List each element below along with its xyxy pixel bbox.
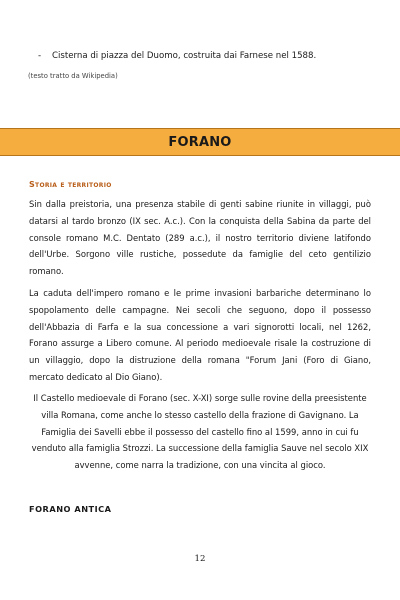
bullet-list-item (38, 50, 368, 62)
subheading: FORANO ANTICA (29, 504, 112, 514)
page-number: 12 (194, 554, 206, 564)
bullet-mark: - (38, 51, 42, 61)
section-banner (0, 128, 400, 156)
source-note: (testo tratto da Wikipedia) (28, 72, 118, 80)
paragraph: La caduta dell'impero romano e le prime invasioni barbariche determinano lo spopolamento delle campagne. Nei secoli che seguono, dopo il possesso dell'Abbazia di Farfa e la sua concessione a vari signorotti locali, nel 1262, Forano assurge a Libero comune. Al periodo medioevale risale la costruzione di un villaggio, dopo la distruzione della romana "Forum Jani (Foro di Giano, mercato dedicato al Dio Giano). (29, 288, 371, 382)
section-heading: Storia e territorio (29, 180, 112, 189)
banner-title: FORANO (168, 134, 232, 150)
paragraph-centered: Il Castello medioevale di Forano (sec. X-XI) sorge sulle rovine della preesistente villa Romana, come anche lo stesso castello della frazione di Gavignano. La Famiglia dei Savelli ebbe il possesso del castello fino al 1599, anno in cui fu venduto alla famiglia Strozzi. La successione della famiglia Sauve nel secolo XIX avvenne, come narra la tradizione, con una vincita al gioco. (31, 393, 369, 471)
paragraph: Sin dalla preistoria, una presenza stabile di genti sabine riunite in villaggi, può datarsi al tardo bronzo (IX sec. A.c.). Con la conquista della Sabina da parte del console romano M.C. Dentato (289 a.c.), il nostro territorio diviene latifondo dell'Urbe. Sorgono ville rustiche, possedute da famiglie del ceto gentilizio romano. (29, 199, 371, 277)
bullet-item-text: Cisterna di piazza del Duomo, costruita dai Farnese nel 1588. (52, 51, 317, 61)
